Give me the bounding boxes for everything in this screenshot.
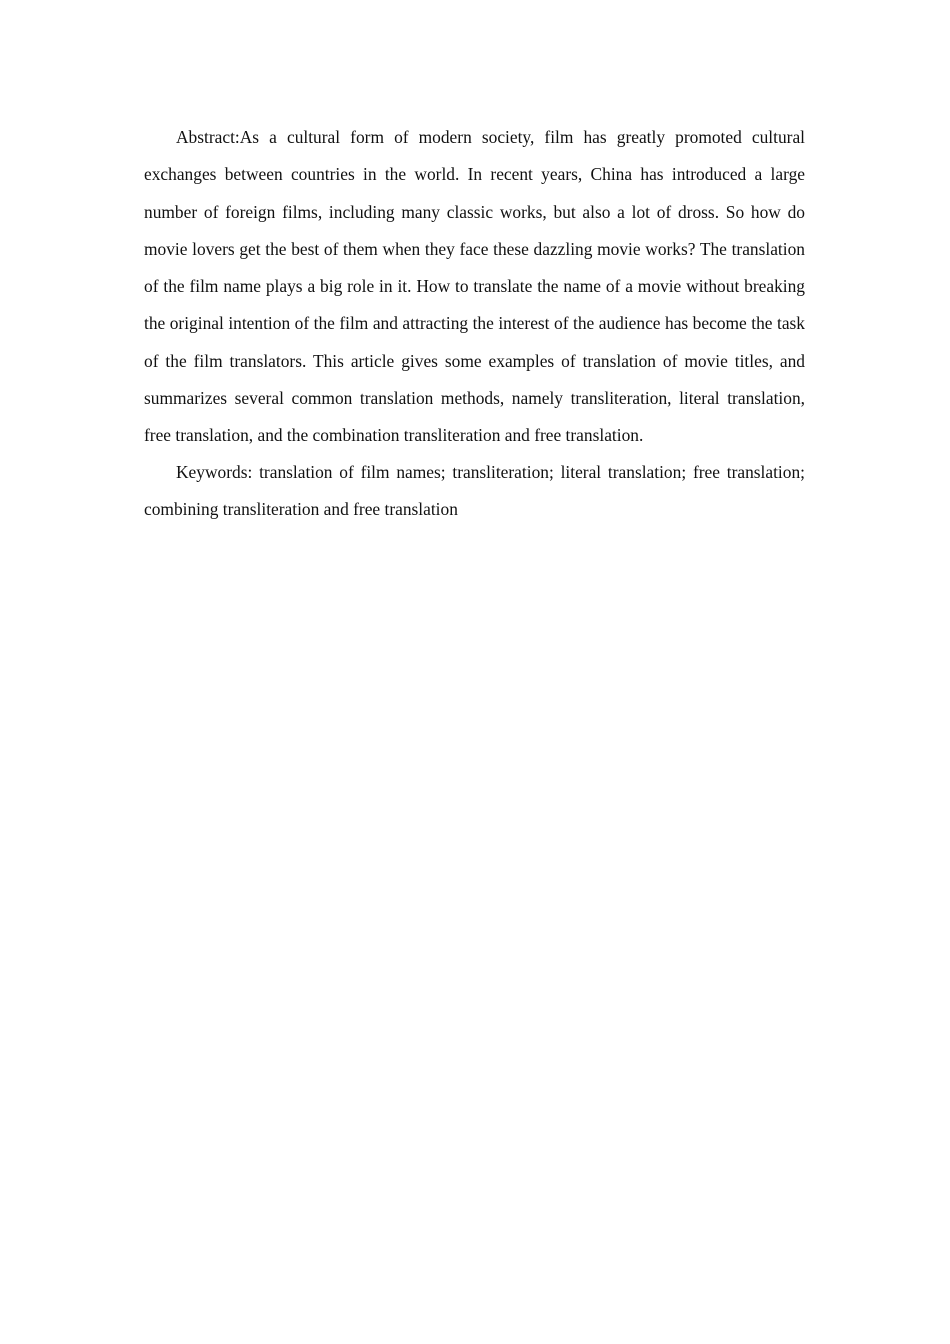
- document-body: [144, 119, 805, 528]
- abstract-paragraph: Abstract:As a cultural form of modern society, film has greatly promoted cultural exchanges between countries in the world. In recent years, China has introduced a large number of foreign films, including many classic works, but also a lot of dross. So how do movie lovers get the best of them when they face these dazzling movie works? The translation of the film name plays a big role in it. How to translate the name of a movie without breaking the original intention of the film and attracting the interest of the audience has become the task of the film translators. This article gives some examples of translation of movie titles, and summarizes several common translation methods, namely transliteration, literal translation, free translation, and the combination transliteration and free translation.: [144, 127, 805, 446]
- keywords-paragraph: Keywords: translation of film names; transliteration; literal translation; free translation; combining transliteration and free translation: [144, 461, 805, 519]
